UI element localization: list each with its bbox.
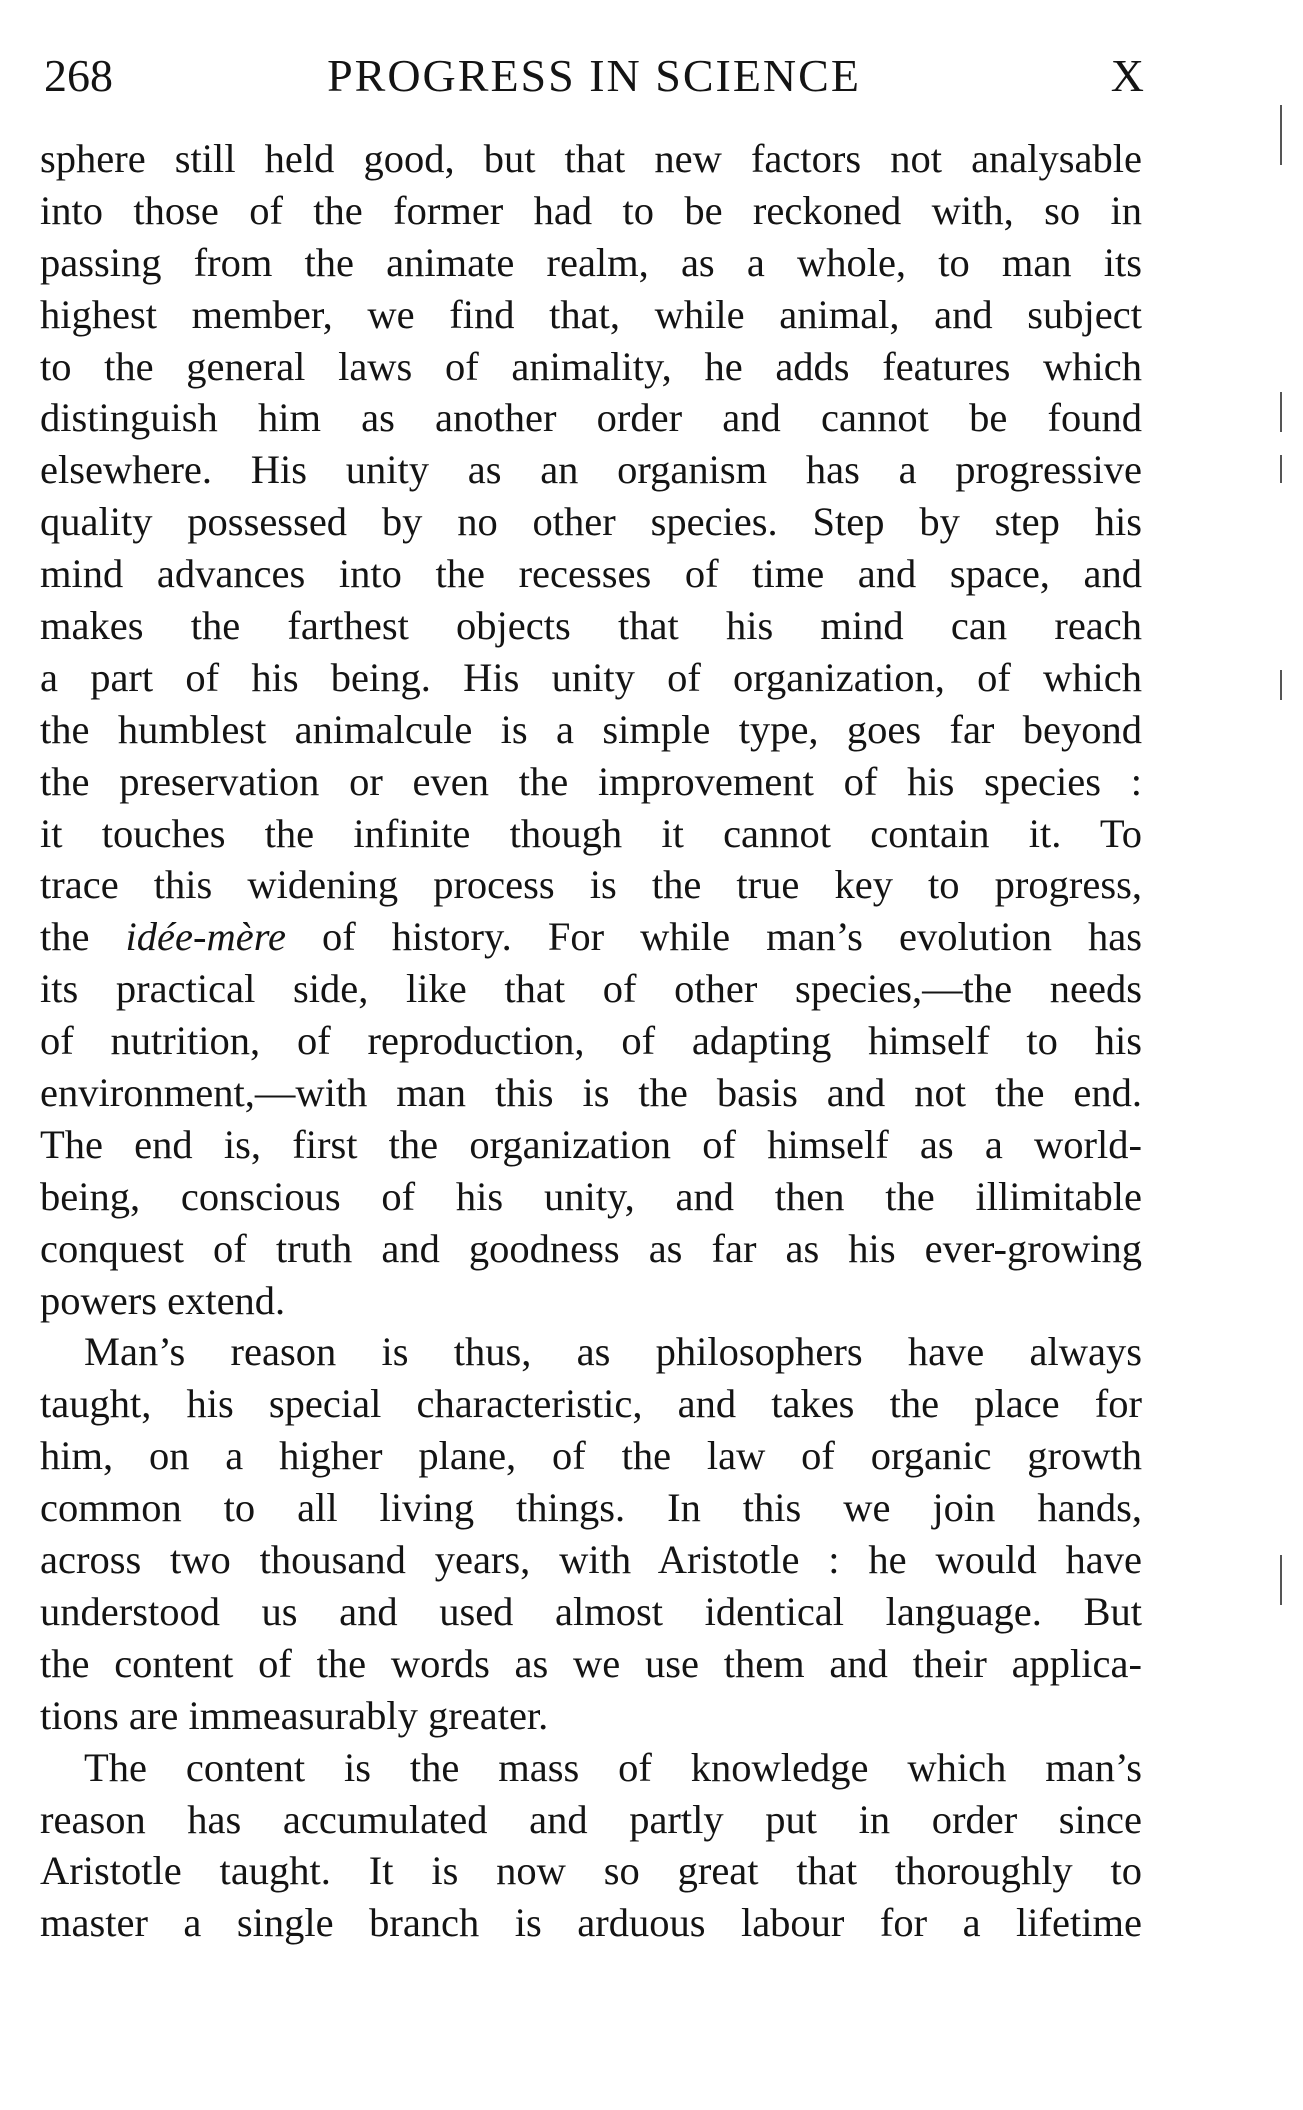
text-line: sphere still held good, but that new factors not analysable [40, 136, 1142, 181]
text-line: The content is the mass of knowledge which man’s [84, 1744, 1142, 1790]
text-line: conquest of truth and goodness as far as his ever-growing [40, 1225, 1142, 1271]
text-line: of nutrition, of reproduction, of adapting himself to his [40, 1018, 1142, 1064]
text-line: across two thousand years, with Aristotle : he would have [40, 1537, 1142, 1583]
text-line: being, conscious of his unity, and then the illimitable [40, 1173, 1142, 1219]
text-line: highest member, we find that, while animal, and subject [40, 291, 1142, 337]
text-fragment: of history. For while man’s evolution has [285, 914, 1142, 960]
text-line: environment,—with man this is the basis and not the end. [40, 1070, 1142, 1116]
text-line: tions are immeasurably greater. [40, 1692, 549, 1738]
margin-mark [1280, 105, 1282, 165]
page-header [44, 48, 1144, 104]
text-line: it touches the infinite though it cannot contain it. To [40, 810, 1142, 856]
text-line: master a single branch is arduous labour for a lifetime [40, 1900, 1142, 1946]
italic-term: idée-mère [125, 914, 286, 960]
body-text [40, 133, 1142, 1949]
text-line: passing from the animate realm, as a whole, to man its [40, 239, 1142, 285]
text-line: taught, his special characteristic, and takes the place for [40, 1381, 1142, 1427]
chapter-number: X [1110, 50, 1144, 101]
text-line: mind advances into the recesses of time and space, and [40, 551, 1142, 597]
text-line: quality possessed by no other species. Step by step his [40, 499, 1142, 545]
text-line: him, on a higher plane, of the law of organic growth [40, 1433, 1142, 1479]
text-line: trace this widening process is the true key to progress, [40, 862, 1142, 908]
margin-mark [1280, 1555, 1282, 1605]
paragraph-3 [40, 1742, 1142, 1950]
text-line: common to all living things. In this we join hands, [40, 1485, 1142, 1531]
page-number: 268 [44, 50, 113, 101]
text-line: distinguish him as another order and cannot be found [40, 395, 1142, 441]
text-line: elsewhere. His unity as an organism has a progressive [40, 447, 1142, 493]
text-line: a part of his being. His unity of organization, of which [40, 654, 1142, 700]
text-line: into those of the former had to be reckoned with, so in [40, 187, 1142, 233]
text-fragment: the [40, 914, 126, 960]
text-line: The end is, first the organization of himself as a world- [40, 1121, 1142, 1167]
text-line: makes the farthest objects that his mind can reach [40, 603, 1142, 649]
margin-mark [1280, 670, 1282, 700]
text-line: Aristotle taught. It is now so great that thoroughly to [40, 1848, 1142, 1894]
text-line: the content of the words as we use them and their applica- [40, 1640, 1142, 1686]
text-line: reason has accumulated and partly put in order since [40, 1796, 1142, 1842]
text-line: understood us and used almost identical language. But [40, 1588, 1142, 1634]
text-line: to the general laws of animality, he adds features which [40, 343, 1142, 389]
text-line: powers extend. [40, 1277, 286, 1323]
running-title: PROGRESS IN SCIENCE [327, 50, 861, 101]
text-line [40, 911, 1142, 963]
text-line: the preservation or even the improvement of his species : [40, 758, 1142, 804]
margin-mark [1280, 455, 1282, 483]
text-line: Man’s reason is thus, as philosophers have always [84, 1329, 1142, 1375]
paragraph-1 [40, 133, 1142, 1326]
text-line: the humblest animalcule is a simple type, goes far beyond [40, 706, 1142, 752]
text-line: its practical side, like that of other species,—the needs [40, 966, 1142, 1012]
margin-mark [1280, 392, 1282, 432]
paragraph-2 [40, 1326, 1142, 1741]
